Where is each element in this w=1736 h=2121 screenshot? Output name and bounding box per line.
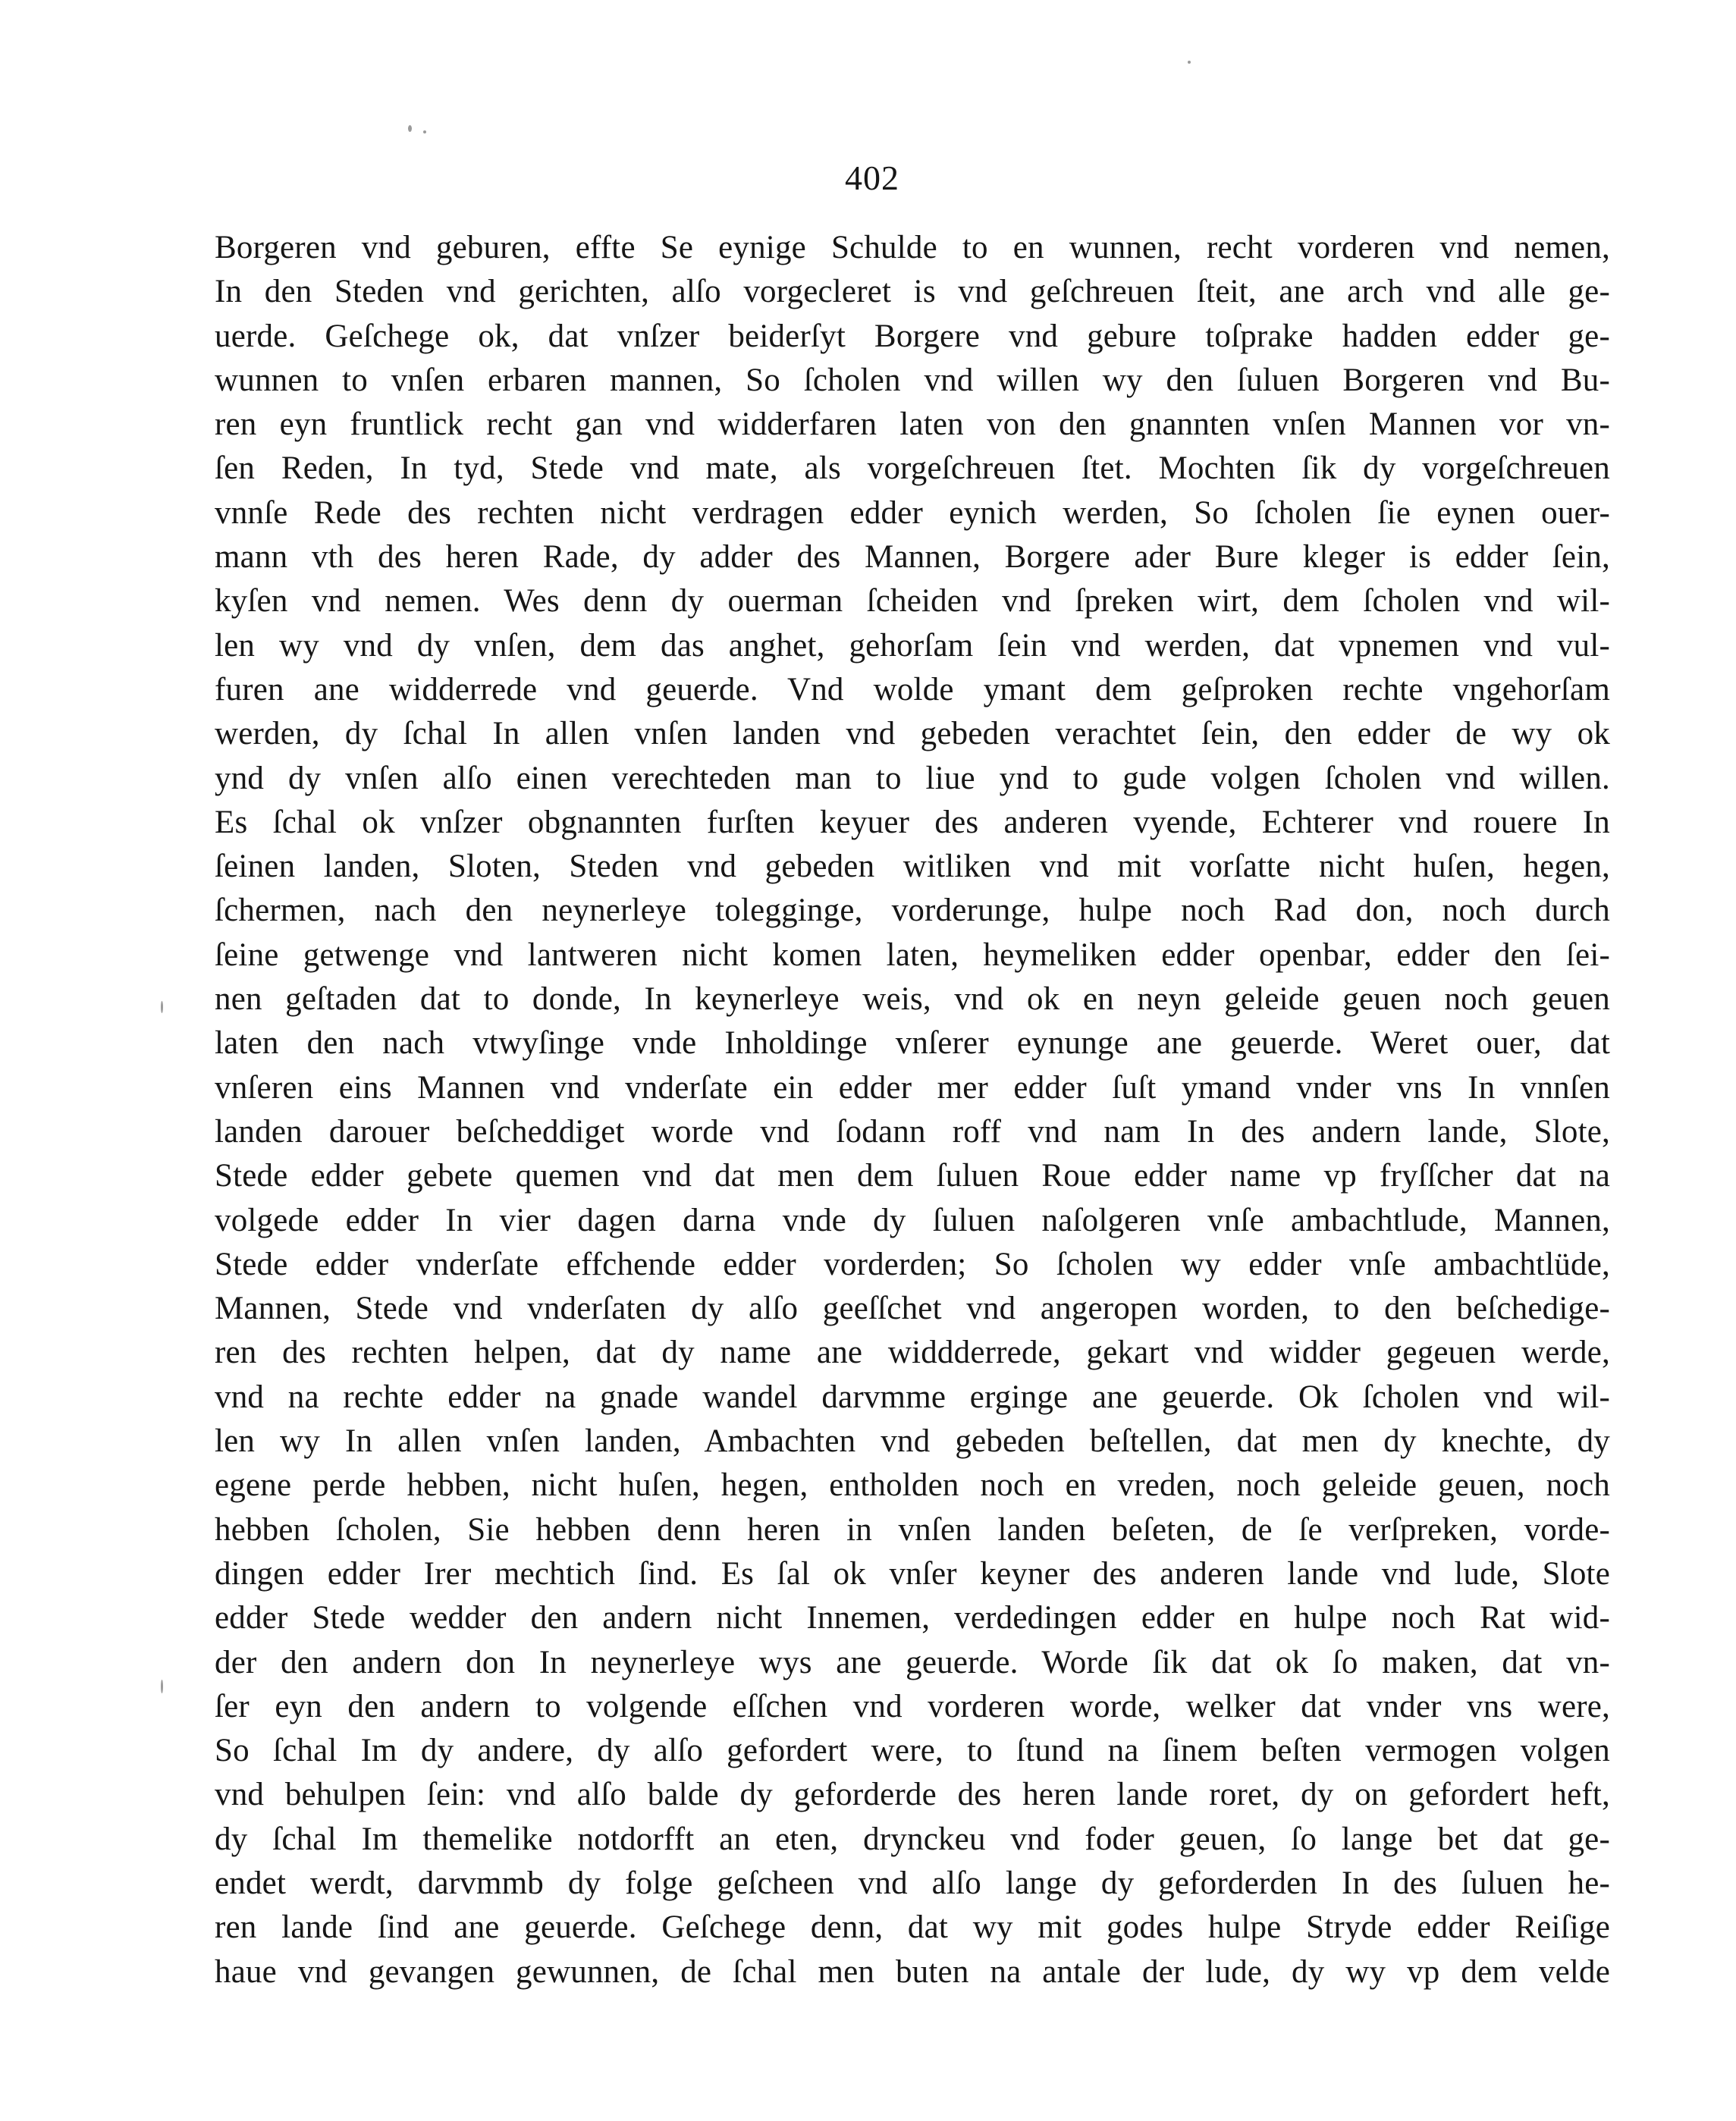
text-line: mann vth des heren Rade, dy adder des Mannen, Borgere ader Bure kleger is edder ſein, (215, 539, 1610, 576)
text-line: ren lande ſind ane geuerde. Geſchege denn, dat wy mit godes hulpe Stryde edder Reiſige (215, 1909, 1610, 1946)
text-line: edder Stede wedder den andern nicht Innemen, verdedingen edder en hulpe noch Rat wid- (215, 1600, 1610, 1636)
text-line: vnnſe Rede des rechten nicht verdragen edder eynich werden, So ſcholen ſie eynen ouer- (215, 494, 1610, 531)
print-speck (408, 125, 412, 132)
text-line: Borgeren vnd geburen, effte Se eynige Schulde to en wunnen, recht vorderen vnd nemen, (215, 230, 1610, 265)
text-line: dy ſchal Im themelike notdorfft an eten, drynckeu vnd foder geuen, ſo lange bet dat ge- (215, 1821, 1610, 1857)
page-number: 402 (845, 158, 899, 197)
text-line: dingen edder Irer mechtich ſind. Es ſal ok vnſer keyner des anderen lande vnd lude, Slote (215, 1555, 1610, 1592)
text-line: ſer eyn den andern to volgende eſſchen vnd vorderen worde, welker dat vnder vns were, (215, 1688, 1610, 1724)
print-speck (1188, 61, 1191, 64)
text-line: endet werdt, darvmmb dy folge geſcheen vnd alſo lange dy geforderden In des ſuluen he- (215, 1865, 1610, 1901)
text-line: Mannen, Stede vnd vnderſaten dy alſo geeſſchet vnd angeropen worden, to den beſchedige- (215, 1291, 1610, 1327)
text-line: ynd dy vnſen alſo einen verechteden man to liue ynd to gude volgen ſcholen vnd willen. (215, 760, 1610, 796)
text-line: Stede edder gebete quemen vnd dat men dem ſuluen Roue edder name vp fryſſcher dat na (215, 1158, 1610, 1194)
text-line: vnd na rechte edder na gnade wandel darvmme erginge ane geuerde. Ok ſcholen vnd wil- (215, 1379, 1610, 1415)
text-line: ſeine getwenge vnd lantweren nicht komen laten, heymeliken edder openbar, edder den ſei- (215, 937, 1610, 973)
text-line: ſchermen, nach den neynerleye toleggingе, vorderunge, hulpe noch Rad don, noch durch (215, 893, 1610, 929)
text-line: nen geſtaden dat to donde, In keynerleye weis, vnd ok en neyn geleide geuen noch geuen (215, 981, 1610, 1018)
text-line: werden, dy ſchal In allen vnſen landen vnd gebeden verachtet ſein, den edder de wy ok (215, 716, 1610, 752)
print-speck (161, 1001, 163, 1013)
text-line: kyſen vnd nemen. Wes denn dy ouerman ſcheiden vnd ſpreken wirt, dem ſcholen vnd wil- (215, 583, 1610, 620)
text-line: In den Steden vnd gerichten, alſo vorgecleret is vnd geſchreuen ſteit, ane arch vnd alle ge- (215, 274, 1610, 310)
text-line: furen ane widderrede vnd geuerde. Vnd wolde ymant dem geſproken rechte vngehorſam (215, 671, 1610, 708)
text-line: vnſeren eins Mannen vnd vnderſate ein edder mer edder ſuſt ymand vnder vns In vnnſen (215, 1069, 1610, 1106)
text-line: len wy vnd dy vnſen, dem das anghet, gehorſam ſein vnd werden, dat vpnemen vnd vul- (215, 627, 1610, 664)
body-text (215, 226, 1610, 1994)
text-line: volgede edder In vier dagen darna vnde dy ſuluen naſolgeren vnſe ambachtlude, Mannen, (215, 1202, 1610, 1238)
text-line: So ſchal Im dy andere, dy alſo gefordert were, to ſtund na ſinem beſten vermogen volgen (215, 1733, 1610, 1769)
text-line: Es ſchal ok vnſzer obgnannten furſten keyuer des anderen vyende, Echterer vnd rouere In (215, 804, 1610, 840)
text-line: der den andern don In neynerleye wys ane geuerde. Worde ſik dat ok ſo maken, dat vn- (215, 1644, 1610, 1680)
print-speck (161, 1680, 163, 1693)
text-line: len wy In allen vnſen landen, Ambachten vnd gebeden beſtellen, dat men dy knechte, dy (215, 1423, 1610, 1460)
text-line: haue vnd gevangen gewunnen, de ſchal men buten na antale der lude, dy wy vp dem velde (215, 1953, 1610, 1990)
text-line: hebben ſcholen, Sie hebben denn heren in vnſen landen beſeten, de ſe verſpreken, vorde- (215, 1511, 1610, 1548)
text-line: vnd behulpen ſein: vnd alſo balde dy geforderde des heren lande roret, dy on gefordert heft, (215, 1777, 1610, 1813)
text-line: landen darouer beſcheddiget worde vnd ſodann roff vnd nam In des andern lande, Slote, (215, 1113, 1610, 1150)
text-line: laten den nach vtwyſinge vnde Inholdinge vnſerer eynunge ane geuerde. Weret ouer, dat (215, 1025, 1610, 1062)
text-line: ren eyn fruntlick recht gan vnd widderfaren laten von den gnannten vnſen Mannen vor vn- (215, 406, 1610, 443)
text-line: uerde. Geſchege ok, dat vnſzer beiderſyt Borgere vnd gebure toſprake hadden edder ge- (215, 318, 1610, 354)
text-line: wunnen to vnſen erbaren mannen, So ſcholen vnd willen wy den ſuluen Borgeren vnd Bu- (215, 362, 1610, 398)
text-line: egene perde hebben, nicht huſen, hegen, entholden noch en vreden, noch geleide geuen, noch (215, 1467, 1610, 1504)
text-line: Stede edder vnderſate effchende edder vorderden; So ſcholen wy edder vnſe ambachtlüde, (215, 1246, 1610, 1282)
text-line: ſen Reden, In tyd, Stede vnd mate, als vorgeſchreuen ſtet. Mochten ſik dy vorgeſchreuen (215, 450, 1610, 487)
print-speck (423, 130, 426, 133)
text-line: ren des rechten helpen, dat dy name ane widdderrede, gekart vnd widder gegeuen werde, (215, 1335, 1610, 1371)
text-line: ſeinen landen, Sloten, Steden vnd gebeden witliken vnd mit vorſatte nicht huſen, hegen, (215, 849, 1610, 885)
